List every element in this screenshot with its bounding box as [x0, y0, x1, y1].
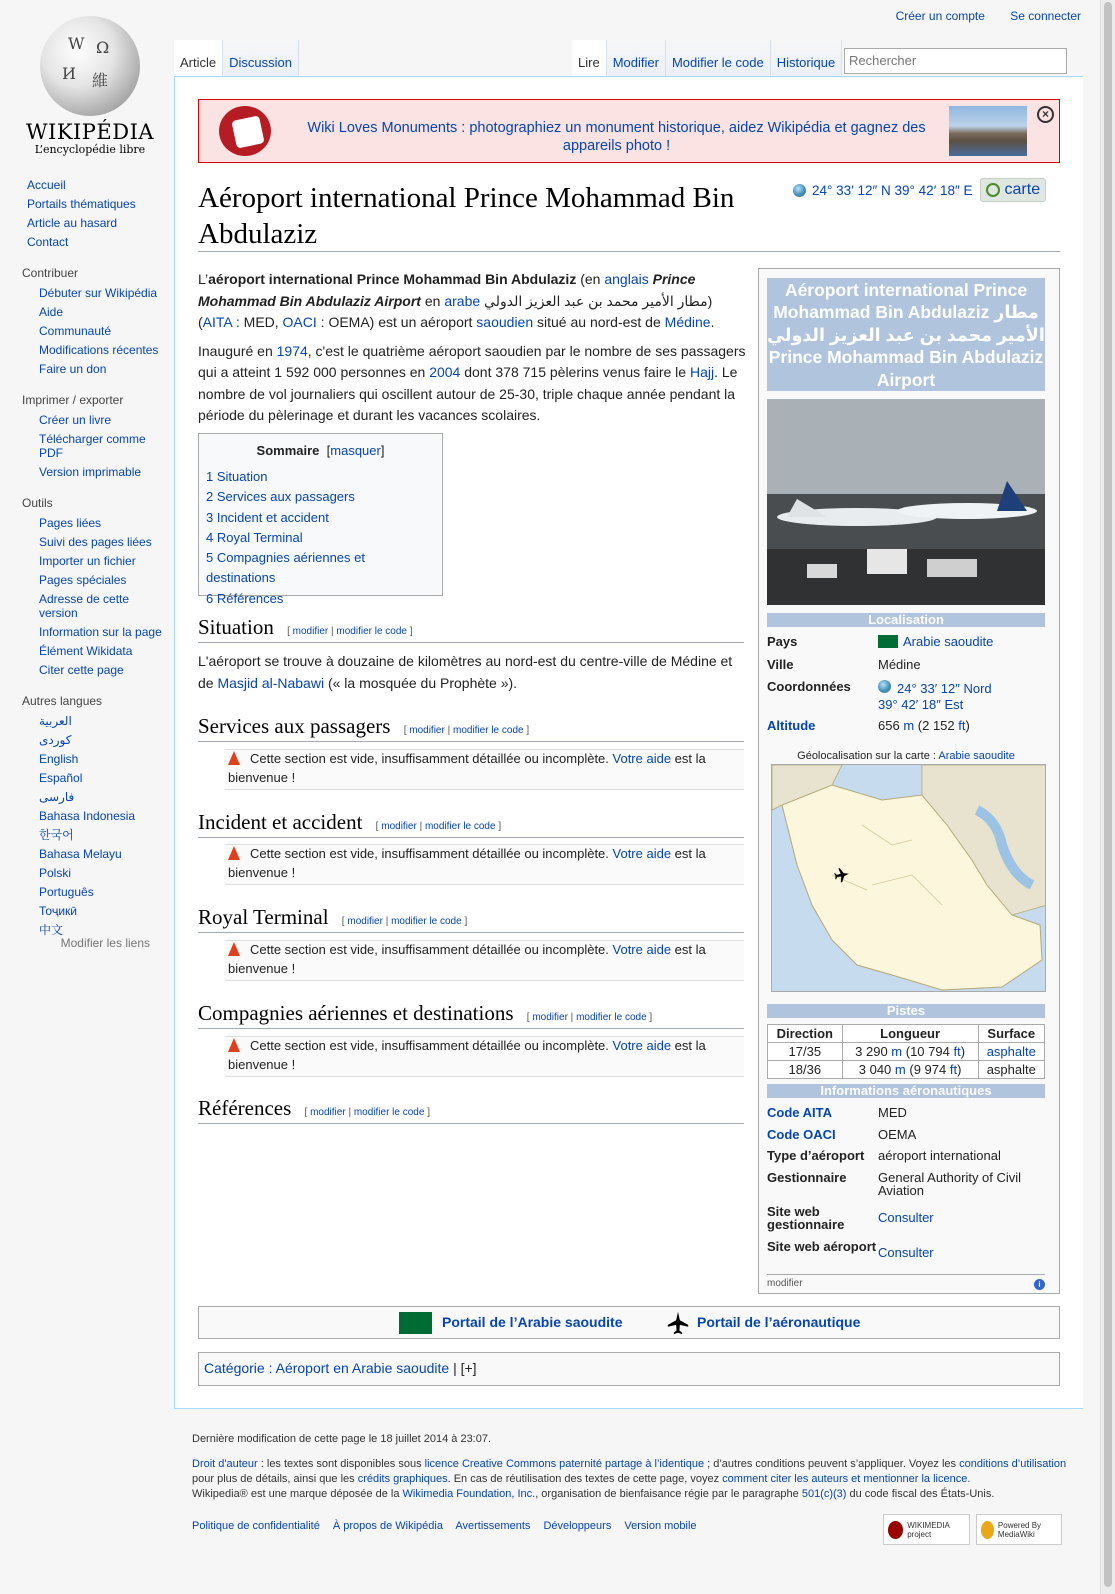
lang-link-pt[interactable]: Português — [39, 885, 94, 899]
sidebar-item-communaute[interactable]: Communauté — [39, 324, 112, 338]
mediawiki-badge[interactable]: Powered By MediaWiki — [976, 1514, 1062, 1545]
lang-link-ms[interactable]: Bahasa Melayu — [39, 847, 122, 861]
banner-link[interactable]: Wiki Loves Monuments : photographiez un monument historique, aidez Wikipédia et gagnez des appareils photo ! — [307, 120, 926, 154]
link-masjid-al-nabawi[interactable]: Masjid al-Nabawi — [217, 674, 325, 691]
mediawiki-logo-icon — [981, 1521, 994, 1539]
sidebar-item-portails[interactable]: Portails thématiques — [27, 197, 136, 211]
votre-aide-link[interactable]: Votre aide — [612, 846, 672, 861]
infobox-footer — [767, 1274, 1045, 1289]
credits-link[interactable]: crédits graphiques — [357, 1473, 448, 1485]
castle-photo-icon — [949, 106, 1027, 156]
stub-notice: Cette section est vide, insuffisamment détaillée ou incomplète. Votre aide est la bienvenue ! — [225, 940, 744, 981]
close-icon[interactable]: × — [1037, 106, 1054, 123]
personal-tools — [874, 9, 1081, 23]
infobox-row-aita: Code AITA MED — [767, 1105, 907, 1120]
asphalte-link[interactable]: asphalte — [986, 1044, 1036, 1059]
section-edit-link[interactable]: modifier — [409, 725, 445, 736]
infobox — [758, 268, 1060, 1294]
license-link[interactable]: licence Creative Commons paternité partage à l’identique — [424, 1458, 705, 1470]
stub-notice: Cette section est vide, insuffisamment détaillée ou incomplète. Votre aide est la bienvenue ! — [225, 1036, 744, 1077]
site-gestionnaire-link[interactable]: Consulter — [878, 1210, 934, 1225]
lang-link-zh[interactable]: 中文 — [39, 923, 64, 937]
traffic-cone-icon — [228, 942, 240, 956]
section-edit-link[interactable]: modifier — [292, 626, 329, 637]
section-edit-code-link[interactable]: modifier le code — [576, 1012, 647, 1023]
votre-aide-link[interactable]: Votre aide — [612, 1038, 672, 1053]
logo-wordmark: WIKIPÉDIA — [25, 120, 155, 144]
sidebar-item-importer[interactable]: Importer un fichier — [39, 554, 136, 568]
infobox-title: Aéroport international Prince Mohammad Bin Abdulaziz مطار الأمير محمد بن عبد العزيز الدولي Prince Mohammad Bin Abdulaziz Airport — [767, 280, 1045, 390]
link-2004[interactable]: 2004 — [429, 364, 461, 380]
table-row: 18/36 3 040 m (9 974 ft) asphalte — [768, 1061, 1045, 1079]
501c3-link[interactable]: 501(c)(3) — [801, 1488, 847, 1500]
site-notice-banner — [198, 99, 1060, 163]
section-edit-code-link[interactable]: modifier le code — [336, 626, 407, 637]
privacy-link[interactable]: Politique de confidentialité — [192, 1520, 320, 1532]
infobox-edit-link[interactable]: modifier — [767, 1278, 803, 1289]
vertical-scrollbar[interactable] — [1100, 0, 1115, 1594]
site-aeroport-link[interactable]: Consulter — [878, 1245, 934, 1260]
sidebar-imprimer — [22, 393, 170, 482]
toc-toggle-link[interactable]: masquer — [330, 443, 381, 458]
toc-title: Sommaire — [256, 443, 320, 458]
map-caption: Géolocalisation sur la carte : Arabie saoudite — [797, 750, 1015, 762]
section-heading-compagnies: Compagnies aériennes et destinations [ modifier | modifier le code ] — [198, 1001, 744, 1029]
disclaimers-link[interactable]: Avertissements — [455, 1520, 531, 1532]
section-edit-code-link[interactable]: modifier le code — [391, 916, 462, 927]
sidebar-item-adresse[interactable]: Adresse de cette version — [39, 592, 130, 620]
link-aita[interactable]: AITA — [202, 314, 232, 330]
tab-discussion[interactable]: Discussion — [223, 40, 299, 76]
wikimedia-badge[interactable]: WIKIMEDIA project — [883, 1514, 970, 1545]
lang-link-id[interactable]: Bahasa Indonesia — [39, 809, 136, 823]
article-intro — [198, 269, 746, 434]
table-row: 17/35 3 290 m (10 794 ft) asphalte — [768, 1043, 1045, 1061]
sidebar-heading-outils: Outils — [22, 496, 53, 510]
stub-notice: Cette section est vide, insuffisamment détaillée ou incomplète. Votre aide est la bienvenue ! — [225, 844, 744, 885]
search-input[interactable]: Rechercher — [844, 48, 1067, 74]
lang-link-ar[interactable]: العربية — [39, 714, 72, 728]
puzzle-globe-icon: W Ω И 維 — [40, 16, 140, 116]
infobox-row-gestionnaire: Gestionnaire General Authority of Civil Aviation — [767, 1170, 1022, 1198]
toc-item-royal[interactable]: 4 Royal Terminal — [206, 529, 303, 545]
runway-table — [767, 1024, 1045, 1079]
link-1974[interactable]: 1974 — [276, 342, 308, 359]
toc-item-compagnies[interactable]: 5 Compagnies aériennes et destinations — [206, 550, 365, 586]
sidebar-item-hasard[interactable]: Article au hasard — [27, 216, 118, 230]
section-heading-situation: Situation [ modifier | modifier le code ] — [198, 615, 744, 643]
globe-icon — [878, 680, 891, 693]
section-heading-references: Références [ modifier | modifier le code ] — [198, 1096, 744, 1124]
sidebar-item-creer-livre[interactable]: Créer un livre — [39, 413, 112, 427]
sidebar-item-accueil[interactable]: Accueil — [27, 178, 66, 192]
sidebar-item-information[interactable]: Information sur la page — [39, 625, 162, 639]
saudi-flag-icon — [878, 635, 898, 648]
toc-item-services[interactable]: 2 Services aux passagers — [206, 489, 355, 505]
page-title: Aéroport international Prince Mohammad Bin Abdulaziz — [198, 180, 1060, 252]
infobox-row-ville: Ville Médine — [767, 657, 921, 672]
unit-ft-link[interactable]: ft — [953, 1044, 961, 1059]
intro-paragraph-1: L’aéroport international Prince Mohammad Bin Abdulaziz (en anglais Prince Mohammad Bin Abdulaziz Airport en arabe مطار الأمير محمد بن عبد العزيز الدولي) (AITA : MED, OACI : OEMA) est un aéroport saoudien situé au nord-est de Médine. — [198, 271, 715, 330]
infobox-row-type: Type d’aéroport aéroport international — [767, 1148, 1001, 1163]
traffic-cone-icon — [228, 751, 240, 765]
lang-link-en[interactable]: English — [39, 752, 79, 766]
votre-aide-link[interactable]: Votre aide — [612, 751, 672, 766]
sidebar-item-aide[interactable]: Aide — [39, 305, 64, 319]
main-content — [174, 76, 1083, 1409]
section-edit-code-link[interactable]: modifier le code — [353, 1107, 425, 1118]
sidebar-item-debuter[interactable]: Débuter sur Wikipédia — [39, 286, 158, 300]
section-heading-incident: Incident et accident [ modifier | modifier le code ] — [198, 810, 744, 838]
votre-aide-link[interactable]: Votre aide — [612, 942, 672, 957]
coordinates-link[interactable]: 24° 33′ 12″ N 39° 42′ 18″ E — [812, 182, 973, 198]
category-label-link[interactable]: Catégorie — [204, 1360, 265, 1376]
section-edit-code-link[interactable]: modifier le code — [424, 821, 496, 832]
scrollbar-thumb[interactable] — [1104, 2, 1112, 1587]
lang-link-ckb[interactable]: کوردی — [39, 733, 72, 747]
section-heading-services: Services aux passagers [ modifier | modifier le code ] — [198, 714, 744, 742]
category-links: Catégorie : Aéroport en Arabie saoudite | [+] — [198, 1352, 1060, 1386]
tab-modifier-code[interactable]: Modifier le code — [666, 40, 771, 76]
footer-links — [192, 1520, 707, 1532]
section-edit-link[interactable]: modifier — [347, 916, 383, 927]
saudi-flag-icon — [399, 1312, 432, 1334]
portals-box — [198, 1306, 1060, 1339]
tab-historique[interactable]: Historique — [771, 40, 843, 76]
sidebar-item-pages-liees[interactable]: Pages liées — [39, 516, 102, 530]
cite-authors-link[interactable]: comment citer les auteurs et mentionner la licence — [722, 1473, 968, 1485]
toc-item-incident[interactable]: 3 Incident et accident — [206, 509, 329, 525]
tab-article[interactable]: Article — [174, 40, 223, 76]
sidebar-item-suivi[interactable]: Suivi des pages liées — [39, 535, 152, 549]
sidebar-item-pages-speciales[interactable]: Pages spéciales — [39, 573, 127, 587]
lang-link-fa[interactable]: فارسی — [39, 790, 75, 804]
pays-link[interactable]: Arabie saoudite — [903, 634, 994, 649]
intro-paragraph-2: Inauguré en 1974, c'est le quatrième aéroport saoudien par le nombre de ses passagers qui a atteint 1 592 000 personnes en 2004 dont 378 715 pèlerins venus faire le Hajj. Le nombre de vol journaliers qui oscillent autour de 25-30, triple chaque année pendant la période du pèlerinage et durant les vacances scolaires. — [198, 342, 746, 423]
infobox-section-aero: Informations aéronautiques — [767, 1084, 1045, 1098]
toc-item-references[interactable]: 6 Références — [206, 590, 284, 606]
coord-link-1[interactable]: 24° 33′ 12″ Nord — [897, 681, 992, 696]
sidebar-outils — [22, 496, 170, 680]
sidebar-navigation — [22, 176, 170, 252]
map-button[interactable]: carte — [980, 178, 1047, 202]
view-tabs — [572, 40, 842, 76]
lang-link-tg[interactable]: Тоҷикӣ — [39, 904, 77, 918]
about-link[interactable]: À propos de Wikipédia — [332, 1520, 443, 1532]
edit-interlanguage-links[interactable]: Modifier les liens — [60, 936, 150, 950]
location-map[interactable] — [771, 764, 1046, 992]
footer-license: Droit d'auteur : les textes sont disponibles sous licence Creative Commons paternité partage à l’identique ; d’autres conditions peuvent s’appliquer. Voyez les conditions d’utilisation pour plus de détails, ainsi que les crédits graphiques. En cas de réutilisation des textes de cette page, voyez comment citer les auteurs et mentionner la licence. Wikipedia® est une marque déposée de la Wikimedia Foundation, Inc., organisation de bienfaisance régie par le paragraphe 501(c)(3) du code fiscal des États-Unis. — [192, 1458, 1067, 1500]
infobox-row-altitude: Altitude 656 m (2 152 ft) — [767, 718, 970, 733]
tab-modifier[interactable]: Modifier — [607, 40, 666, 76]
infobox-section-pistes: Pistes — [767, 1004, 1045, 1018]
sidebar-langues — [22, 694, 170, 950]
link-medine[interactable]: Médine — [664, 314, 711, 330]
infobox-section-localisation: Localisation — [767, 613, 1045, 627]
login-link[interactable]: Se connecter — [1010, 9, 1081, 23]
traffic-cone-icon — [228, 846, 240, 860]
title-coordinates — [793, 178, 1046, 202]
link-oaci[interactable]: OACI — [282, 314, 317, 330]
lang-link-ko[interactable]: 한국어 — [39, 828, 74, 842]
infobox-row-site-aeroport: Site web aéroport Consulter — [767, 1239, 934, 1260]
toc-item-situation[interactable]: 1 Situation — [206, 469, 268, 484]
link-arabe[interactable]: arabe — [444, 292, 481, 309]
link-anglais[interactable]: anglais — [604, 271, 649, 287]
create-account-link[interactable]: Créer un compte — [895, 9, 985, 23]
traffic-cone-icon — [228, 1038, 240, 1052]
category-toggle[interactable]: | [+] — [453, 1360, 477, 1376]
link-saoudien[interactable]: saoudien — [476, 314, 534, 330]
logo-tagline: L’encyclopédie libre — [34, 143, 146, 156]
link-hajj[interactable]: Hajj — [689, 364, 715, 380]
unit-ft-link[interactable]: ft — [958, 718, 966, 733]
wikipedia-logo[interactable] — [20, 12, 160, 157]
table-of-contents: Sommaire [masquer] 1 Situation 2 Services aux passagers 3 Incident et accident 4 Royal Terminal 5 Compagnies aériennes et destinations 6 Références — [198, 433, 443, 596]
sidebar-heading-imprimer: Imprimer / exporter — [22, 393, 124, 407]
lang-link-es[interactable]: Español — [39, 771, 83, 785]
footer — [192, 1432, 1072, 1512]
sidebar-heading-contribuer: Contribuer — [22, 266, 79, 280]
table-header: Surface — [978, 1025, 1044, 1043]
section-edit-link[interactable]: modifier — [381, 821, 417, 832]
tab-lire[interactable]: Lire — [572, 40, 607, 76]
section-edit-link[interactable]: modifier — [310, 1107, 346, 1118]
sidebar-item-contact[interactable]: Contact — [27, 235, 69, 249]
map-caption-link[interactable]: Arabie saoudite — [938, 750, 1015, 762]
stub-notice: Cette section est vide, insuffisamment détaillée ou incomplète. Votre aide est la bienvenue ! — [225, 749, 744, 790]
airport-photo[interactable] — [767, 399, 1045, 605]
infobox-row-oaci: Code OACI OEMA — [767, 1127, 917, 1142]
lang-link-pl[interactable]: Polski — [39, 866, 72, 880]
unit-m-link[interactable]: m — [891, 1044, 903, 1059]
globe-icon — [793, 184, 806, 197]
category-link[interactable]: Aéroport en Arabie saoudite — [275, 1360, 450, 1376]
section-heading-royal: Royal Terminal [ modifier | modifier le code ] — [198, 905, 744, 933]
unit-m-link[interactable]: m — [894, 1062, 906, 1077]
sidebar-item-pdf[interactable]: Télécharger comme PDF — [39, 432, 146, 460]
wiki-loves-monuments-logo-icon — [219, 106, 271, 156]
infobox-row-site-gestionnaire: Site web gestionnaire Consulter — [767, 1204, 934, 1232]
airplane-icon — [665, 1310, 691, 1336]
copyright-link[interactable]: Droit d'auteur — [192, 1458, 258, 1470]
unit-m-link[interactable]: m — [903, 718, 915, 733]
developers-link[interactable]: Développeurs — [543, 1520, 612, 1532]
sidebar-heading-langues: Autres langues — [22, 694, 103, 708]
sidebar-item-wikidata[interactable]: Élément Wikidata — [39, 644, 133, 658]
section-edit-link[interactable]: modifier — [532, 1012, 568, 1023]
sidebar-item-imprimable[interactable]: Version imprimable — [39, 465, 142, 479]
info-icon[interactable]: i — [1034, 1279, 1045, 1290]
wikimedia-foundation-link[interactable]: Wikimedia Foundation, Inc. — [402, 1488, 536, 1500]
coord-link-2[interactable]: 39° 42′ 18″ Est — [878, 697, 964, 712]
section-text-situation: L'aéroport se trouve à douzaine de kilomètres au nord-est du centre-ville de Médine et de Masjid al-Nabawi (« la mosquée du Prophète »). — [198, 653, 733, 691]
magnifier-icon — [986, 183, 1000, 197]
namespace-tabs — [174, 40, 299, 76]
portal-link-saudi[interactable]: Portail de l’Arabie saoudite — [442, 1314, 623, 1330]
terms-link[interactable]: conditions d’utilisation — [959, 1458, 1067, 1470]
sidebar-item-don[interactable]: Faire un don — [39, 362, 107, 376]
wikimedia-logo-icon — [888, 1521, 903, 1539]
mobile-view-link[interactable]: Version mobile — [624, 1520, 697, 1532]
infobox-row-coordonnees: Coordonnées 24° 33′ 12″ Nord 39° 42′ 18″ Est — [767, 679, 992, 712]
last-modified: Dernière modification de cette page le 18 juillet 2014 à 23:07. — [192, 1433, 492, 1445]
sidebar-item-citer[interactable]: Citer cette page — [39, 663, 124, 677]
section-edit-code-link[interactable]: modifier le code — [452, 725, 524, 736]
table-header: Direction — [768, 1025, 843, 1043]
portal-link-aero[interactable]: Portail de l’aéronautique — [697, 1314, 861, 1330]
sidebar — [0, 176, 170, 964]
sidebar-contribuer — [22, 266, 170, 379]
unit-ft-link[interactable]: ft — [949, 1062, 958, 1077]
sidebar-item-modifications-recentes[interactable]: Modifications récentes — [39, 343, 159, 357]
infobox-row-pays: Pays Arabie saoudite — [767, 634, 994, 649]
table-header: Longueur — [842, 1025, 978, 1043]
